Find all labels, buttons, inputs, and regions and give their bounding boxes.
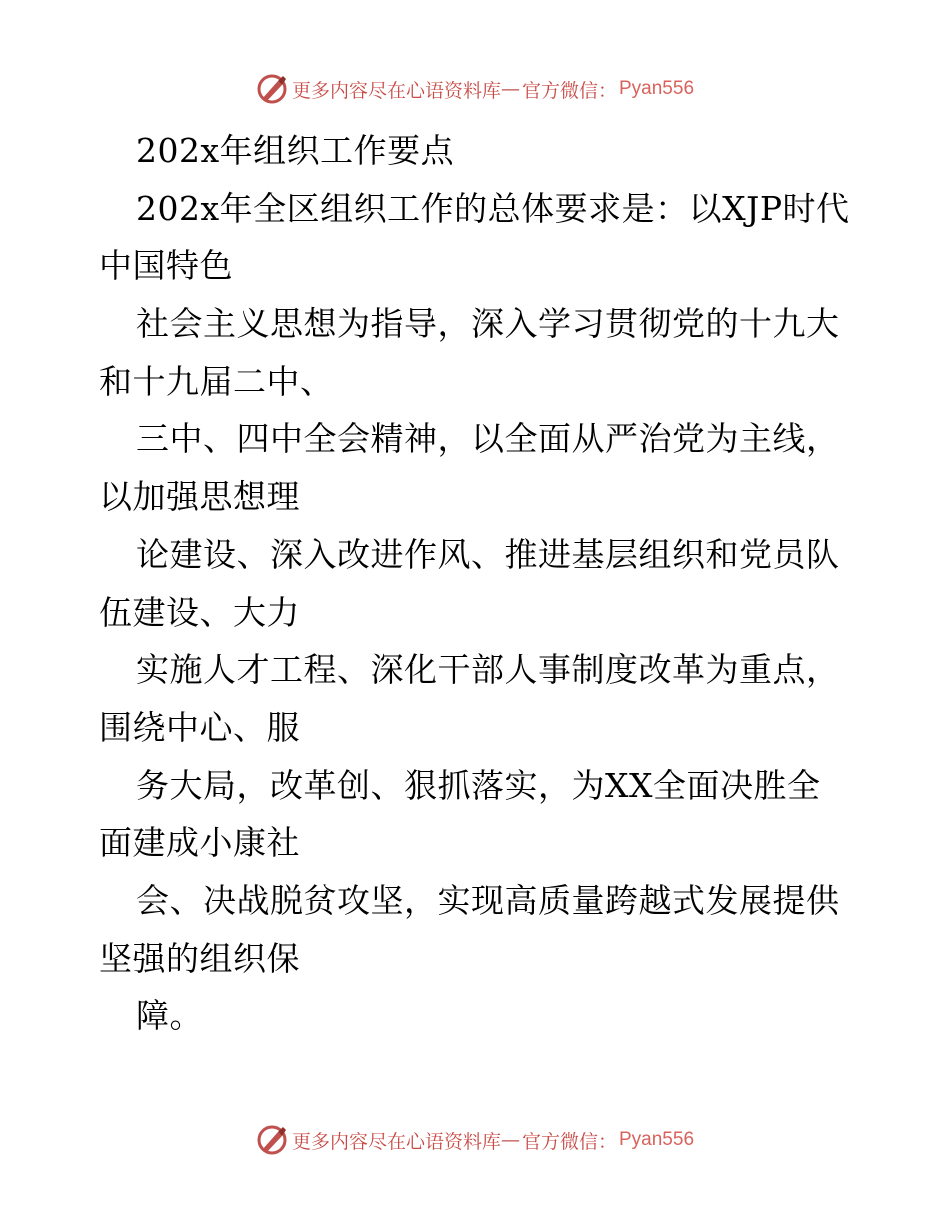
- watermark-site-text: 更多内容尽在心语资料库: [291, 79, 501, 102]
- doc-line: 和十九届二中、: [99, 361, 334, 401]
- doc-line: 坚强的组织保: [99, 938, 300, 978]
- doc-line: 中国特色: [99, 246, 233, 286]
- watermark-site-text: 更多内容尽在心语资料库: [291, 1130, 501, 1153]
- doc-title: 202x年组织工作要点: [136, 131, 455, 170]
- doc-line: 实施人才工程、深化干部人事制度改革为重点，: [136, 650, 840, 690]
- doc-line: 伍建设、大力: [99, 592, 300, 632]
- doc-line: 以加强思想理: [99, 477, 300, 517]
- watermark-wechat-label: 官方微信：: [521, 1130, 617, 1153]
- doc-line: 202x年全区组织工作的总体要求是：以XJP时代: [136, 188, 850, 228]
- doc-line: 围绕中心、服: [99, 707, 300, 747]
- watermark-wechat-id: Pyan556: [619, 1129, 695, 1150]
- doc-line: 三中、四中全会精神，以全面从严治党为主线，: [136, 419, 840, 459]
- pen-logo-icon: [256, 73, 288, 105]
- watermark-wechat-id: Pyan556: [619, 78, 695, 99]
- document-body: [99, 122, 859, 1045]
- doc-line: 论建设、深入改进作风、推进基层组织和党员队: [136, 534, 840, 574]
- doc-line: 社会主义思想为指导，深入学习贯彻党的十九大: [136, 304, 840, 344]
- watermark-separator: —: [500, 78, 520, 100]
- doc-line: 务大局，改革创、狠抓落实，为XX全面决胜全: [136, 765, 821, 805]
- watermark-wechat-label: 官方微信：: [521, 79, 617, 102]
- pen-logo-icon: [256, 1124, 288, 1156]
- watermark-separator: —: [500, 1129, 520, 1151]
- watermark-banner-bottom: [0, 1122, 950, 1158]
- doc-line: 会、决战脱贫攻坚，实现高质量跨越式发展提供: [136, 880, 840, 920]
- doc-line: 面建成小康社: [99, 823, 300, 863]
- watermark-banner-top: [0, 71, 950, 107]
- doc-line: 障。: [136, 996, 203, 1036]
